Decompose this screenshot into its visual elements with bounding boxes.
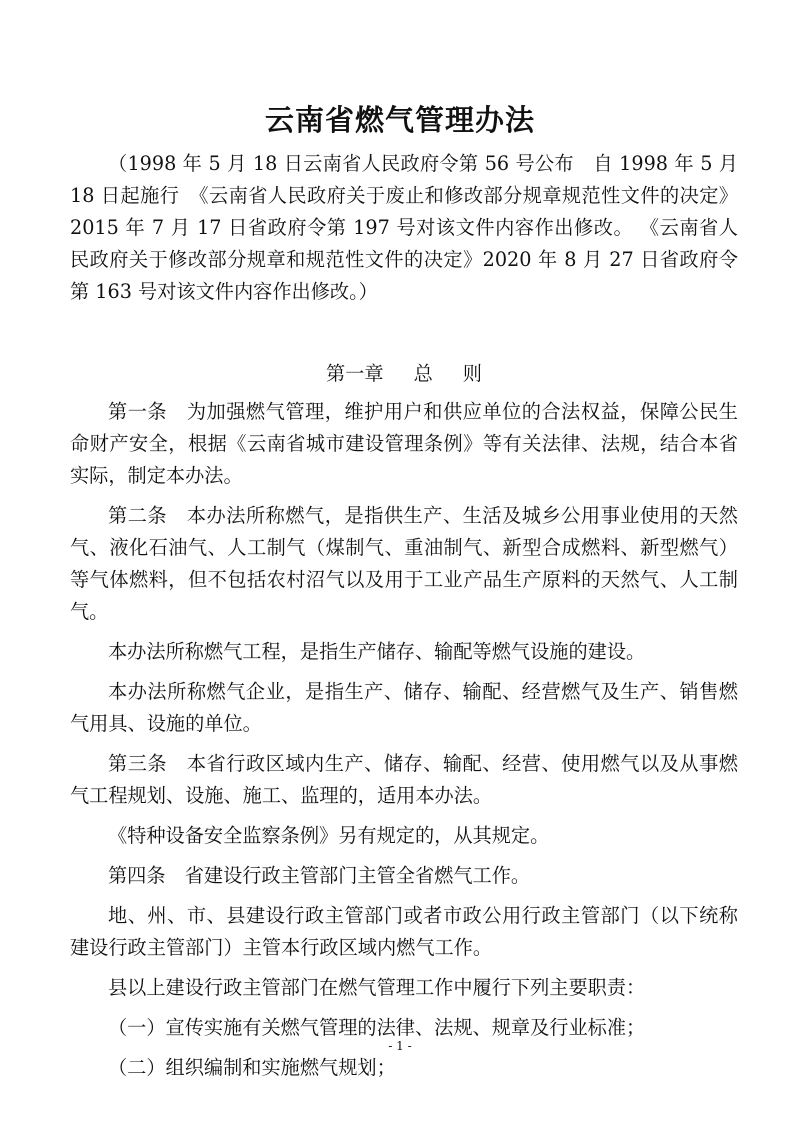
article-4: 第四条 省建设行政主管部门主管全省燃气工作。 [108, 864, 531, 887]
article-4-local-authority: 地、州、市、县建设行政主管部门或者市政公用行政主管部门（以下统称建设行政主管部门）主管本行政区域内燃气工作。 [70, 904, 738, 959]
document-body [70, 148, 738, 1092]
chapter-title-char-1: 总 [413, 362, 433, 385]
article-2: 第二条 本办法所称燃气，是指供生产、生活及城乡公用事业使用的天然气、液化石油气、人工制气（煤制气、重油制气、新型合成燃料、新型燃气）等气体燃料，但不包括农村沼气以及用于工业产品生产原料的天然气、人工制气。 [70, 504, 738, 623]
article-1: 第一条 为加强燃气管理，维护用户和供应单位的合法权益，保障公民生命财产安全，根据《云南省城市建设管理条例》等有关法律、法规，结合本省实际，制定本办法。 [70, 400, 738, 487]
article-3-exception: 《特种设备安全监察条例》另有规定的，从其规定。 [108, 824, 550, 847]
article-4-duty-2: （二）组织编制和实施燃气规划； [108, 1056, 396, 1079]
document-title: 云南省燃气管理办法 [264, 103, 535, 137]
page-number: - 1 - [388, 1039, 412, 1053]
article-2-gas-enterprise: 本办法所称燃气企业，是指生产、储存、输配、经营燃气及生产、销售燃气用具、设施的单位。 [70, 680, 738, 735]
chapter-heading [70, 358, 738, 390]
chapter-number: 第一章 [326, 362, 384, 385]
article-3: 第三条 本省行政区域内生产、储存、输配、经营、使用燃气以及从事燃气工程规划、设施、施工、监理的，适用本办法。 [70, 752, 738, 807]
chapter-title-char-2: 则 [462, 362, 482, 385]
article-4-duty-1: （一）宣传实施有关燃气管理的法律、法规、规章及行业标准； [108, 1016, 646, 1039]
article-4-duties-intro: 县以上建设行政主管部门在燃气管理工作中履行下列主要职责： [108, 976, 646, 999]
article-2-gas-engineering: 本办法所称燃气工程，是指生产储存、输配等燃气设施的建设。 [108, 640, 646, 663]
preamble: （1998 年 5 月 18 日云南省人民政府令第 56 号公布 自 1998 年 5 月 18 日起施行 《云南省人民政府关于废止和修改部分规章规范性文件的决定》 2015 年 7 月 17 日省政府令第 197 号对该文件内容作出修改。 《云南省人民政府关于修改部分规章和规范性文件的决定》2020 年 8 月 27 日省政府令第 163 号对该文件内容作出修改。） [70, 152, 738, 303]
